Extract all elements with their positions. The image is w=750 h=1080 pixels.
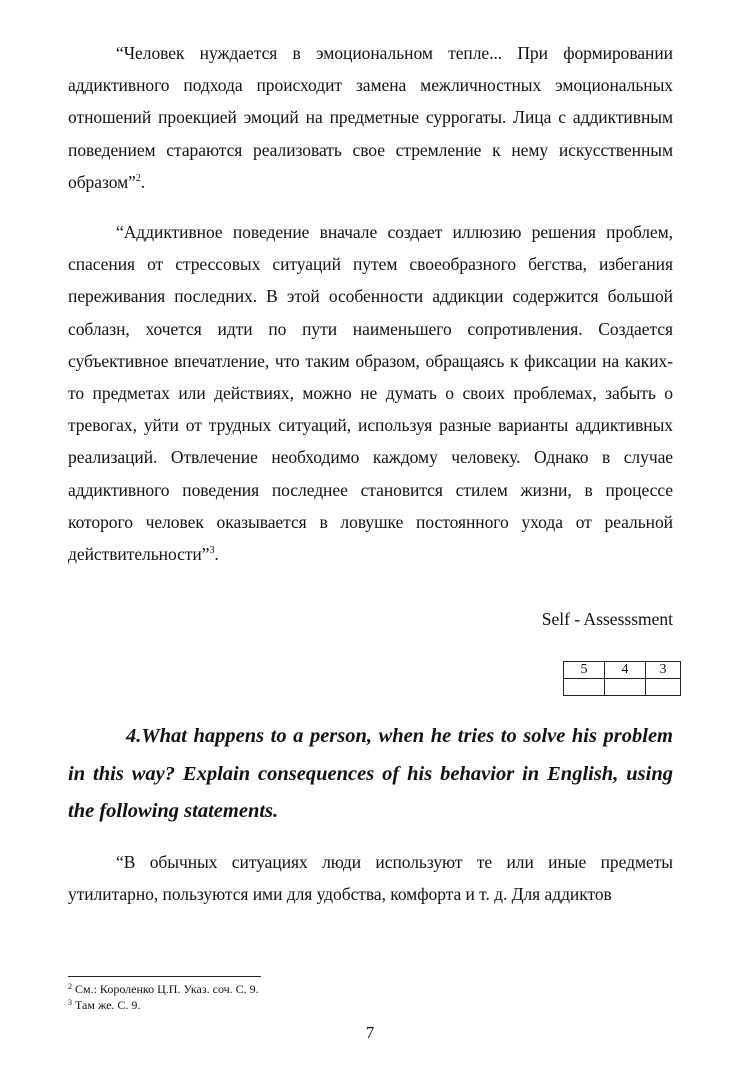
footnote-reference[interactable]: 3	[209, 545, 215, 557]
footnote-3	[68, 997, 259, 1013]
self-assessment-table	[563, 661, 681, 696]
quote-paragraph-emotional-warmth: “Человек нуждается в эмоциональном тепле... При формировании аддиктивного подхода происходит замена межличностных эмоциональных отношений проекцией эмоций на предметные суррогаты. Лица с аддиктивным поведением стараются реализовать свое стремление к нему искусственным образом”$^2$.	[68, 43, 673, 192]
task-heading: 4.What happens to a person, when he tries to solve his problem in this way? Explain consequences of his behavior in English, using the following statements.	[68, 725, 673, 822]
footnote-reference[interactable]: 2	[135, 172, 141, 184]
score-input-row	[564, 679, 681, 696]
self-assessment-label: Self - Assesssment	[541, 609, 673, 629]
footnotes	[68, 981, 259, 1013]
footnote-number: 3	[68, 998, 72, 1007]
score-header-row	[564, 662, 681, 679]
quote-paragraph-text: “Человек нуждается в эмоциональном тепле... При формировании аддиктивного подхода происходит замена межличностных эмоциональных отношений проекцией эмоций на предметные суррогаты. Лица с аддиктивным поведением стараются реализовать свое стремление к нему искусственным образом”	[68, 43, 673, 192]
score-option-5: 5	[564, 662, 605, 679]
score-cell-5[interactable]	[564, 679, 605, 696]
quote-paragraph-ordinary-situations	[68, 846, 673, 910]
score-option-3: 3	[646, 662, 681, 679]
score-cell-3[interactable]	[646, 679, 681, 696]
footnote-text: Там же. С. 9.	[75, 998, 141, 1012]
footnote-text: См.: Короленко Ц.П. Указ. соч. С. 9.	[75, 982, 259, 996]
footnote-2	[68, 981, 259, 997]
score-cell-4[interactable]	[605, 679, 646, 696]
footnote-divider	[68, 976, 261, 977]
quote-paragraph-addictive-behavior: “Аддиктивное поведение вначале создает иллюзию решения проблем, спасения от стрессовых ситуаций путем своеобразного бегства, избегания переживания последних. В этой особенности аддикции содержится большой соблазн, хочется идти по пути наименьшего сопротивления. Создается субъективное впечатление, что таким образом, обращаясь к фиксации на каких-то предметах или действиях, можно не думать о своих проблемах, забыть о тревогах, уйти от трудных ситуаций, используя разные варианты аддиктивных реализаций. Отвлечение необходимо каждому человеку. Однако в случае аддиктивного поведения последнее становится стилем жизни, в процессе которого человек оказывается в ловушке постоянного ухода от реальной действительности”$^3$.	[68, 222, 673, 565]
quote-paragraph-text: “В обычных ситуациях люди используют те или иные предметы утилитарно, пользуются ими для удобства, комфорта и т. д. Для аддиктов	[68, 852, 673, 905]
page-number: 7	[365, 1023, 375, 1042]
footnote-number: 2	[68, 982, 72, 991]
score-option-4: 4	[605, 662, 646, 679]
quote-paragraph-text: “Аддиктивное поведение вначале создает иллюзию решения проблем, спасения от стрессовых ситуаций путем своеобразного бегства, избегания переживания последних. В этой особенности аддикции содержится большой соблазн, хочется идти по пути наименьшего сопротивления. Создается субъективное впечатление, что таким образом, обращаясь к фиксации на каких-то предметах или действиях, можно не думать о своих проблемах, забыть о тревогах, уйти от трудных ситуаций, используя разные варианты аддиктивных реализаций. Отвлечение необходимо каждому человеку. Однако в случае аддиктивного поведения последнее становится стилем жизни, в процессе которого человек оказывается в ловушке постоянного ухода от реальной действительности”	[68, 222, 673, 565]
